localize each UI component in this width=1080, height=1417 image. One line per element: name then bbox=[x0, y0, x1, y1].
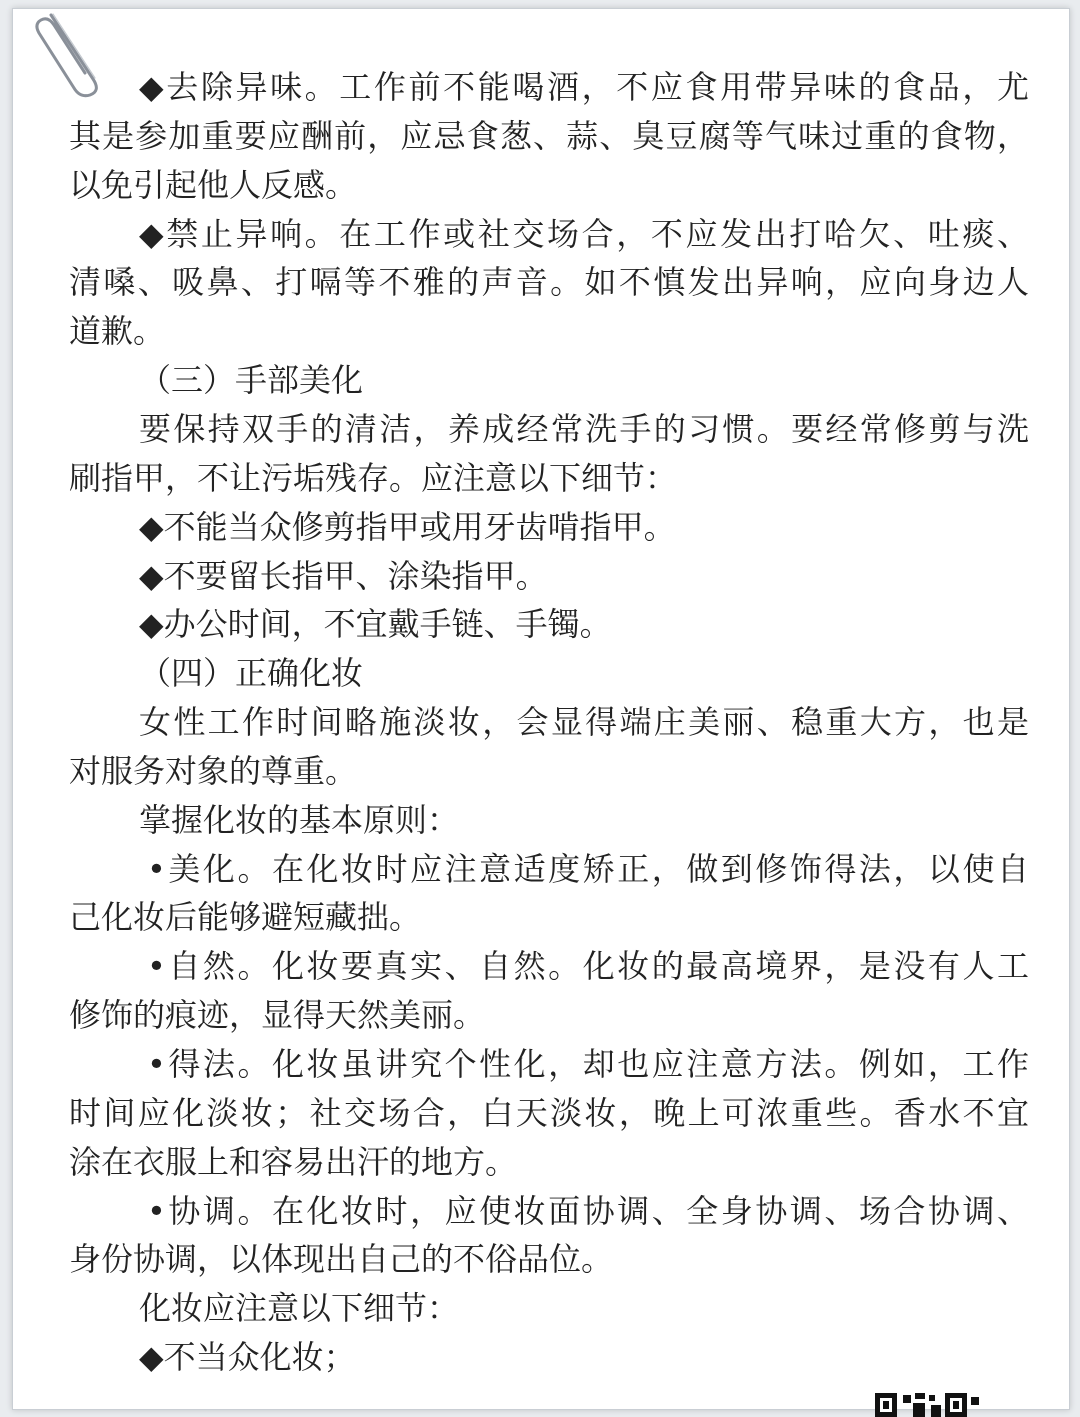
text-line: 掌握化妆的基本原则： bbox=[139, 800, 460, 839]
text-line: ◆禁止异响。在工作或社交场合，不应发出打哈欠、吐痰、 bbox=[139, 214, 1029, 253]
text-line: 刷指甲，不让污垢残存。应注意以下细节： bbox=[69, 458, 678, 497]
text-line: 其是参加重要应酬前，应忌食葱、蒜、臭豆腐等气味过重的食物， bbox=[69, 116, 1029, 155]
text-line: •得法。化妆虽讲究个性化，却也应注意方法。例如，工作 bbox=[147, 1045, 1029, 1083]
qr-code-icon bbox=[875, 1387, 985, 1417]
text-line: •美化。在化妆时应注意适度矫正，做到修饰得法，以使自 bbox=[147, 849, 1029, 888]
text-line: 要保持双手的清洁，养成经常洗手的习惯。要经常修剪与洗 bbox=[139, 409, 1029, 448]
text-line: 身份协调，以体现出自己的不俗品位。 bbox=[69, 1240, 614, 1279]
text-line: （三）手部美化 bbox=[139, 361, 364, 400]
text-line: •自然。化妆要真实、自然。化妆的最高境界，是没有人工 bbox=[147, 947, 1029, 986]
text-line: （四）正确化妆 bbox=[139, 654, 364, 693]
text-line: ◆不当众化妆； bbox=[139, 1338, 356, 1377]
text-line: 己化妆后能够避短藏拙。 bbox=[69, 898, 422, 937]
text-line: 女性工作时间略施淡妆，会显得端庄美丽、稳重大方，也是 bbox=[139, 703, 1029, 742]
text-line: 涂在衣服上和容易出汗的地方。 bbox=[69, 1142, 518, 1181]
paperclip-icon bbox=[27, 9, 107, 99]
text-line: 道歉。 bbox=[69, 312, 166, 351]
text-line: 时间应化淡妆；社交场合，白天淡妆，晚上可浓重些。香水不宜 bbox=[69, 1093, 1029, 1132]
text-line: ◆去除异味。工作前不能喝酒，不应食用带异味的食品，尤 bbox=[139, 68, 1029, 106]
document-page bbox=[12, 8, 1070, 1410]
text-line: ◆不能当众修剪指甲或用牙齿啃指甲。 bbox=[139, 507, 676, 546]
text-line: 化妆应注意以下细节： bbox=[139, 1289, 460, 1328]
text-line: 对服务对象的尊重。 bbox=[69, 751, 358, 790]
text-line: ◆办公时间，不宜戴手链、手镯。 bbox=[139, 605, 612, 644]
text-line: •协调。在化妆时，应使妆面协调、全身协调、场合协调、 bbox=[147, 1191, 1029, 1230]
text-line: 修饰的痕迹，显得天然美丽。 bbox=[69, 996, 486, 1035]
text-line: 清嗓、吸鼻、打嗝等不雅的声音。如不慎发出异响，应向身边人 bbox=[69, 263, 1029, 302]
text-line: 以免引起他人反感。 bbox=[69, 165, 358, 204]
text-line: ◆不要留长指甲、涂染指甲。 bbox=[139, 556, 548, 595]
